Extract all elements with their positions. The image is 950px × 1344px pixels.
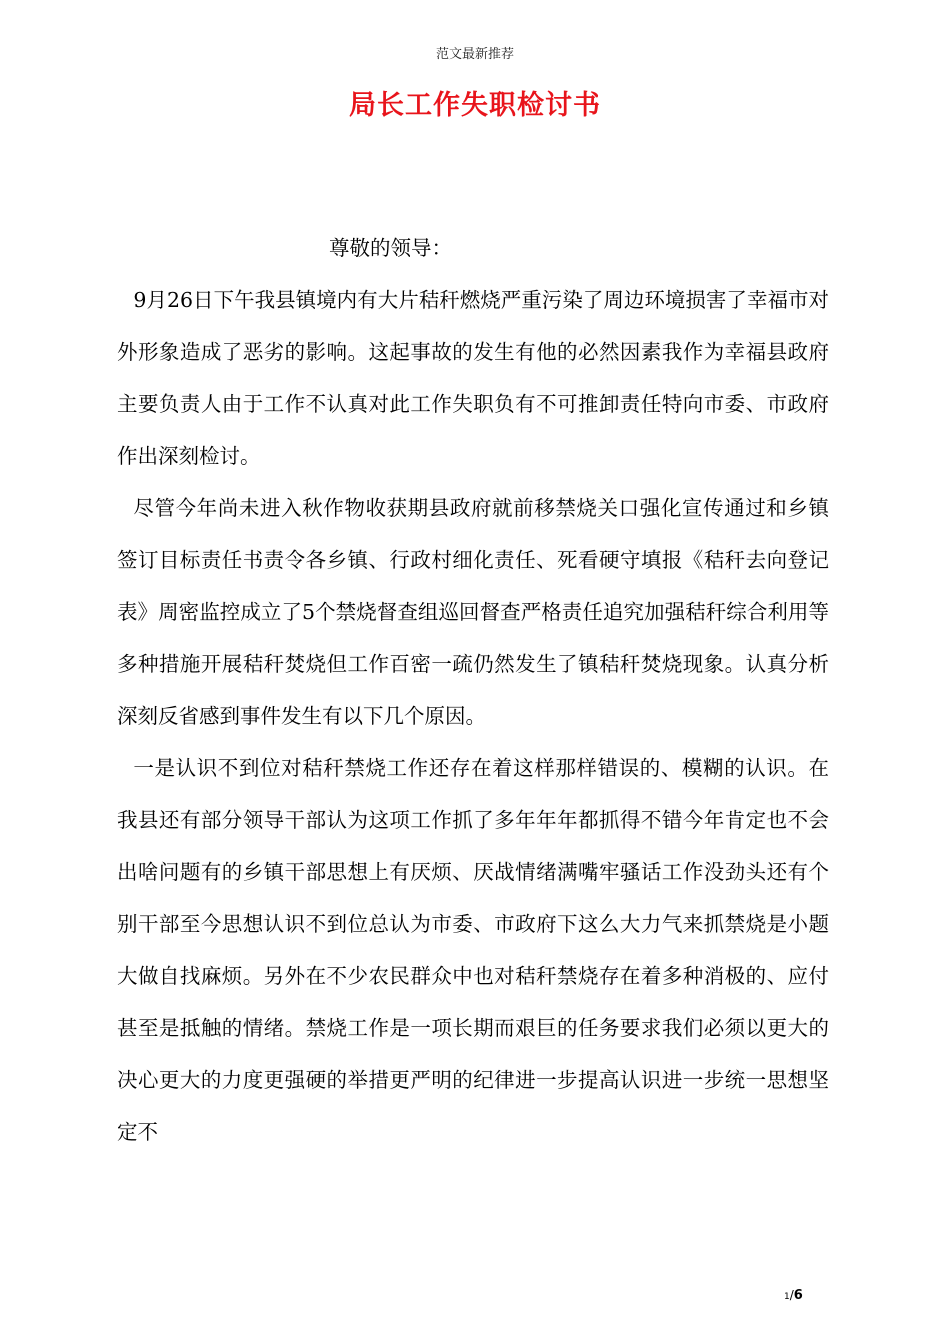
paragraph-2: 尽管今年尚未进入秋作物收获期县政府就前移禁烧关口强化宣传通过和乡镇签订目标责任书责令各乡镇、行政村细化责任、死看硬守填报《秸秆去向登记表》周密监控成立了5个禁烧督查组巡回督查严格责任追究加强秸秆综合利用等多种措施开展秸秆焚烧但工作百密一疏仍然发生了镇秸秆焚烧现象。认真分析深刻反省感到事件发生有以下几个原因。 [117, 496, 829, 728]
paragraph-1: 9月26日下午我县镇境内有大片秸秆燃烧严重污染了周边环境损害了幸福市对外形象造成了恶劣的影响。这起事故的发生有他的必然因素我作为幸福县政府主要负责人由于工作不认真对此工作失职负有不可推卸责任特向市委、市政府作出深刻检讨。 [117, 288, 829, 468]
document-title: 局长工作失职检讨书 [349, 90, 601, 121]
salutation: 尊敬的领导： [329, 236, 452, 260]
page-number [784, 1286, 803, 1305]
page-header [0, 46, 950, 64]
document-body [117, 222, 829, 1158]
paragraph-3: 一是认识不到位对秸秆禁烧工作还存在着这样那样错误的、模糊的认识。在我县还有部分领导干部认为这项工作抓了多年年年都抓得不错今年肯定也不会出啥问题有的乡镇干部思想上有厌烦、厌战情绪满嘴牢骚话工作没劲头还有个别干部至今思想认识不到位总认为市委、市政府下这么大力气来抓禁烧是小题大做自找麻烦。另外在不少农民群众中也对秸秆禁烧存在着多种消极的、应付甚至是抵触的情绪。禁烧工作是一项长期而艰巨的任务要求我们必须以更大的决心更大的力度更强硬的举措更严明的纪律进一步提高认识进一步统一思想坚定不 [117, 756, 829, 1144]
page-current: 1 [784, 1292, 790, 1302]
page-separator: / [789, 1288, 794, 1302]
header-text: 范文最新推荐 [435, 47, 514, 62]
page-total: 6 [793, 1288, 803, 1303]
